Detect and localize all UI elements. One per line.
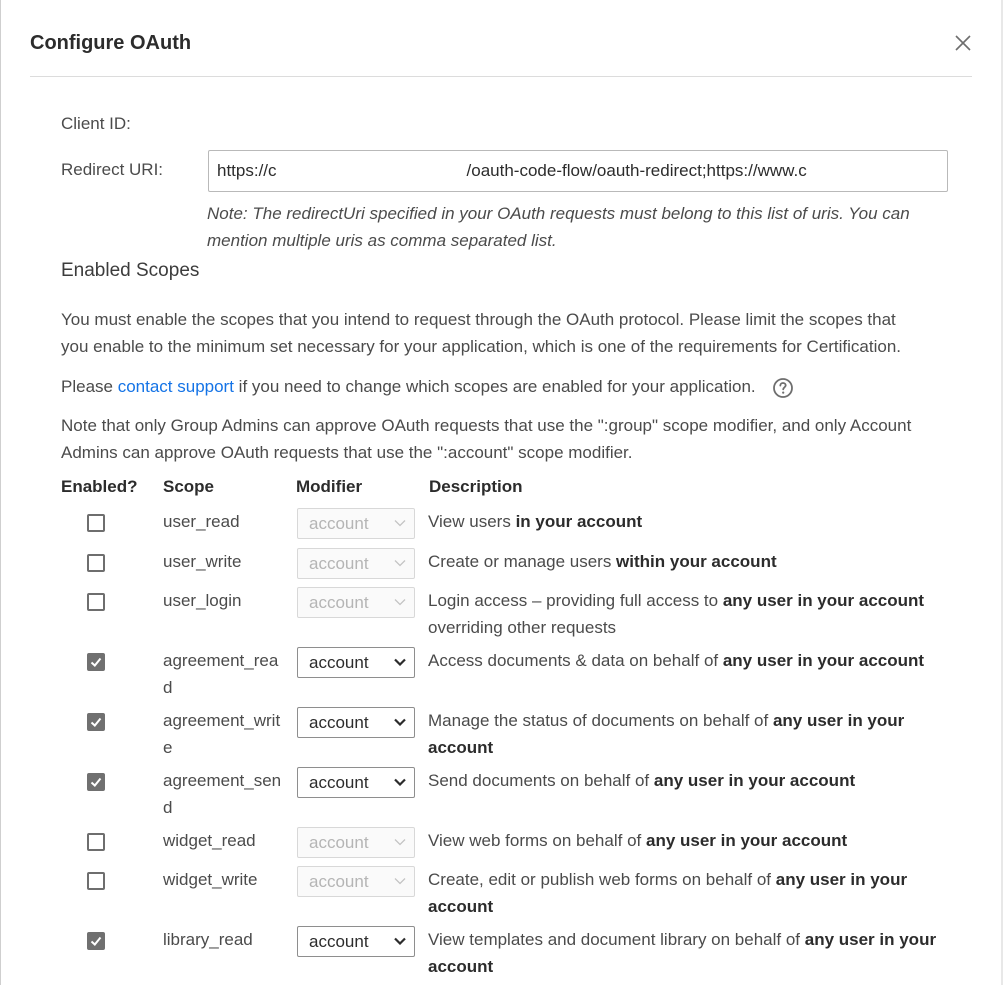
description-emphasis: any user in your account: [428, 711, 905, 757]
redirect-uri-value-start: https://c: [217, 161, 277, 180]
scope-enabled-checkbox[interactable]: [87, 653, 105, 671]
header-enabled: Enabled?: [61, 477, 138, 496]
modifier-select: [297, 587, 415, 618]
chevron-down-icon: [394, 838, 406, 846]
scope-description: [428, 707, 948, 761]
chevron-down-icon: [394, 937, 406, 945]
description-text: Send documents on behalf of: [428, 771, 654, 790]
scope-description: [428, 827, 948, 854]
description-text: View web forms on behalf of: [428, 831, 646, 850]
chevron-down-icon: [394, 658, 406, 666]
modifier-value: account: [309, 932, 369, 951]
scope-enabled-checkbox[interactable]: [87, 872, 105, 890]
scope-enabled-checkbox[interactable]: [87, 932, 105, 950]
scope-name: widget_write: [163, 870, 258, 889]
description-text: Create or manage users: [428, 552, 617, 571]
description-tail: overriding other requests: [428, 618, 617, 637]
help-circle-icon[interactable]: [772, 377, 794, 399]
description-emphasis: any user in your account: [428, 870, 908, 916]
scope-name: user_read: [163, 512, 240, 531]
modifier-select[interactable]: [297, 926, 415, 957]
contact-support-link[interactable]: contact support: [117, 377, 234, 396]
modifier-value: account: [309, 713, 369, 732]
description-emphasis: any user in your account: [653, 771, 856, 790]
chevron-down-icon: [394, 718, 406, 726]
modifier-value: account: [309, 593, 369, 612]
redirect-uri-input[interactable]: [208, 150, 948, 192]
description-emphasis: any user in your account: [722, 651, 925, 670]
chevron-down-icon: [394, 559, 406, 567]
admin-note: Note that only Group Admins can approve OAuth requests that use the ":group" scope modifier, and only Account Admins can approve OAuth requests that use the ":account" scope modifier.: [61, 416, 912, 462]
scope-enabled-checkbox[interactable]: [87, 554, 105, 572]
modifier-value: account: [309, 773, 369, 792]
scope-name: user_write: [163, 552, 242, 571]
scope-description: [428, 508, 948, 535]
chevron-down-icon: [394, 877, 406, 885]
checkmark-icon: [89, 934, 103, 948]
redirect-uri-label: Redirect URI:: [61, 160, 164, 179]
enabled-scopes-heading: Enabled Scopes: [61, 260, 200, 281]
chevron-down-icon: [394, 778, 406, 786]
modifier-value: account: [309, 833, 369, 852]
scope-description: [428, 866, 948, 920]
support-line: [61, 373, 921, 400]
modifier-select: [297, 866, 415, 897]
description-text: View templates and document library on behalf of: [428, 930, 805, 949]
modifier-value: account: [309, 514, 369, 533]
scopes-intro: You must enable the scopes that you intend to request through the OAuth protocol. Please limit the scopes that you enable to the minimum set necessary for your application, which is one of the requirements for Certification.: [61, 310, 902, 356]
scope-description: [428, 767, 948, 794]
description-emphasis: in your account: [515, 512, 643, 531]
scope-enabled-checkbox[interactable]: [87, 773, 105, 791]
redirect-uri-value-end: /oauth-code-flow/oauth-redirect;https://www.c: [466, 161, 807, 180]
scope-name: agreement_read: [163, 651, 279, 697]
scope-name: library_read: [163, 930, 253, 949]
scope-name: widget_read: [163, 831, 256, 850]
description-emphasis: any user in your account: [428, 930, 937, 976]
dialog-title: Configure OAuth: [30, 32, 192, 54]
client-id-label: Client ID:: [61, 114, 131, 133]
scope-description: [428, 926, 948, 980]
scope-description: [428, 587, 948, 641]
checkmark-icon: [89, 655, 103, 669]
modifier-select: [297, 827, 415, 858]
modifier-select[interactable]: [297, 767, 415, 798]
description-text: Manage the status of documents on behalf of: [428, 711, 773, 730]
modifier-select: [297, 548, 415, 579]
scope-description: [428, 647, 948, 674]
checkmark-icon: [89, 775, 103, 789]
support-text-before: Please: [61, 377, 118, 396]
scope-enabled-checkbox[interactable]: [87, 593, 105, 611]
description-text: Login access – providing full access to: [428, 591, 723, 610]
scope-enabled-checkbox[interactable]: [87, 514, 105, 532]
scope-name: agreement_send: [163, 771, 282, 817]
modifier-select[interactable]: [297, 647, 415, 678]
header-description: Description: [429, 477, 523, 496]
modifier-value: account: [309, 653, 369, 672]
description-emphasis: any user in your account: [722, 591, 925, 610]
scope-description: [428, 548, 948, 575]
modifier-value: account: [309, 554, 369, 573]
scope-enabled-checkbox[interactable]: [87, 713, 105, 731]
scope-name: user_login: [163, 591, 242, 610]
redirect-uri-note: Note: The redirectUri specified in your OAuth requests must belong to this list of uris. You can mention multiple uris as comma separated list.: [207, 204, 910, 250]
support-text-after: if you need to change which scopes are enabled for your application.: [233, 377, 756, 396]
description-emphasis: within your account: [616, 552, 777, 571]
modifier-select[interactable]: [297, 707, 415, 738]
dialog-header: [30, 28, 972, 77]
chevron-down-icon: [394, 519, 406, 527]
description-text: Create, edit or publish web forms on behalf of: [428, 870, 776, 889]
modifier-value: account: [309, 872, 369, 891]
scope-enabled-checkbox[interactable]: [87, 833, 105, 851]
description-emphasis: any user in your account: [645, 831, 848, 850]
description-text: View users: [428, 512, 516, 531]
description-text: Access documents & data on behalf of: [428, 651, 723, 670]
checkmark-icon: [89, 715, 103, 729]
close-button[interactable]: [952, 32, 974, 54]
close-icon: [952, 32, 974, 54]
header-scope: Scope: [163, 477, 215, 496]
modifier-select: [297, 508, 415, 539]
chevron-down-icon: [394, 598, 406, 606]
scope-name: agreement_write: [163, 711, 281, 757]
header-modifier: Modifier: [296, 477, 363, 496]
